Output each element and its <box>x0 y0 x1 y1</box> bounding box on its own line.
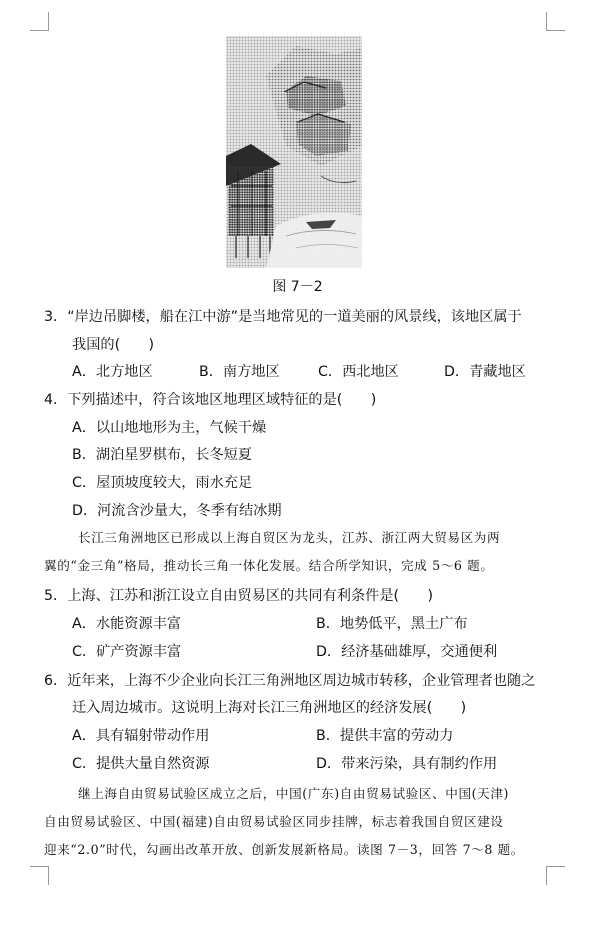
question-5-option-a[interactable]: A．水能资源丰富 <box>72 616 182 632</box>
question-6-option-d[interactable]: D．带来污染，具有制约作用 <box>316 756 498 772</box>
passage-1-line-2: 翼的“金三角”格局，推动长三角一体化发展。结合所学知识，完成 5～6 题。 <box>44 558 494 573</box>
crop-mark-top-left <box>30 12 49 31</box>
crop-mark-bottom-right <box>546 866 565 885</box>
passage-2-line-1: 继上海自由贸易试验区成立之后，中国(广东)自由贸易试验区、中国(天津) <box>78 786 510 801</box>
question-4-option-c[interactable]: C．屋顶坡度较大，雨水充足 <box>72 475 253 491</box>
question-4-option-d[interactable]: D．河流含沙量大，冬季有结冰期 <box>72 503 282 519</box>
question-6-text-cont: 迁入周边城市。这说明上海对长江三角洲地区的经济发展( ) <box>72 700 467 716</box>
question-3-text: 3．“岸边吊脚楼，船在江中游”是当地常见的一道美丽的风景线，该地区属于 <box>44 309 522 325</box>
question-6-option-b[interactable]: B．提供丰富的劳动力 <box>316 728 454 744</box>
question-6-text: 6．近年来，上海不少企业向长江三角洲地区周边城市转移，企业管理者也随之 <box>44 673 536 689</box>
crop-mark-bottom-left <box>30 866 49 885</box>
question-5-option-c[interactable]: C．矿产资源丰富 <box>72 644 182 660</box>
question-3-option-d[interactable]: D．青藏地区 <box>444 364 526 380</box>
figure-caption: 图 7－2 <box>272 279 323 295</box>
question-4-text: 4．下列描述中，符合该地区地理区域特征的是( ) <box>44 392 377 408</box>
passage-2-line-2: 自由贸易试验区、中国(福建)自由贸易试验区同步挂牌，标志着我国自贸区建设 <box>44 814 504 829</box>
passage-1-line-1: 长江三角洲地区已形成以上海自贸区为龙头，江苏、浙江两大贸易区为两 <box>78 530 501 545</box>
question-5-option-d[interactable]: D．经济基础雄厚，交通便利 <box>316 644 498 660</box>
question-6-option-c[interactable]: C．提供大量自然资源 <box>72 756 210 772</box>
question-4-option-a[interactable]: A．以山地地形为主，气候干燥 <box>72 420 267 436</box>
question-5-option-b[interactable]: B．地势低平，黑土广布 <box>316 616 468 632</box>
question-3-option-a[interactable]: A．北方地区 <box>72 364 153 380</box>
question-3-text-cont: 我国的( ) <box>72 337 155 353</box>
stilt-house-figure <box>226 36 362 268</box>
question-3-option-b[interactable]: B．南方地区 <box>199 364 280 380</box>
question-4-option-b[interactable]: B．湖泊星罗棋布，长冬短夏 <box>72 447 252 463</box>
passage-2-line-3: 迎来“2.0”时代，勾画出改革开放、创新发展新格局。读图 7－3，回答 7～8 题。 <box>44 842 524 857</box>
question-5-text: 5．上海、江苏和浙江设立自由贸易区的共同有利条件是( ) <box>44 588 433 604</box>
crop-mark-top-right <box>546 12 565 31</box>
question-3-option-c[interactable]: C．西北地区 <box>318 364 399 380</box>
question-6-option-a[interactable]: A．具有辐射带动作用 <box>72 728 210 744</box>
